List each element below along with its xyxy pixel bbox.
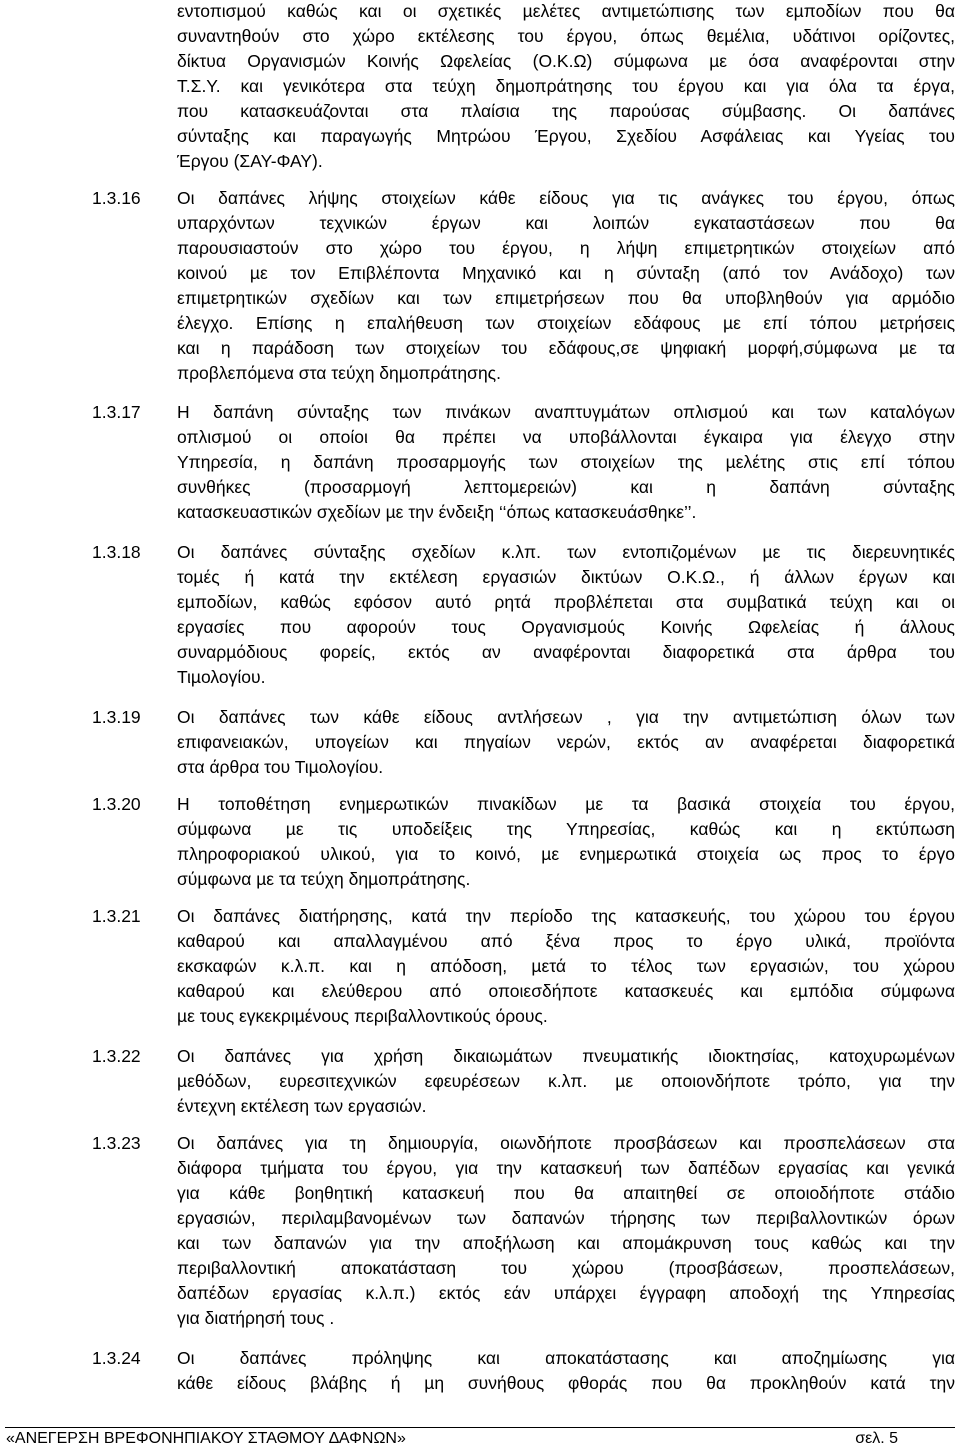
text-line: και η παράδοση των στοιχείων του εδάφους,σε ψηφιακή µορφή,σύµφωνα µε τα [177, 338, 955, 358]
text-line: συναρµόδιους φορείς, εκτός αν αναφέρονται διαφορετικά στα άρθρα του [177, 642, 955, 662]
text-line: Τ.Σ.Υ. και γενικότερα στα τεύχη δηµοπράτησης του έργου και για όλα τα έργα, [177, 76, 955, 96]
text-line: υπαρχόντων τεχνικών έργων και λοιπών εγκαταστάσεων που θα [177, 213, 955, 233]
section-text [177, 1044, 955, 1119]
text-line: και των δαπανών για την αποξήλωση και αποµάκρυνση τους καθώς και την [177, 1233, 955, 1253]
text-line: Οι δαπάνες για τη δηµιουργία, οιωνδήποτε προσβάσεων και προσπελάσεων στα [177, 1133, 955, 1153]
text-line: Τιµολογίου. [177, 667, 266, 687]
text-line: στα άρθρα του Τιµολογίου. [177, 757, 384, 777]
text-line: για διατήρησή τους . [177, 1308, 335, 1328]
text-line: δαπέδων εργασίας κ.λ.π.) εκτός εάν υπάρχει έγγραφη αποδοχή της Υπηρεσίας [177, 1283, 955, 1303]
text-line: έντεχνη εκτέλεση των εργασιών. [177, 1096, 427, 1116]
text-line: επιφανειακών, υπογείων και πηγαίων νερών, εκτός αν αναφέρεται διαφορετικά [177, 732, 955, 752]
text-line: προβλεπόµενα στα τεύχη δηµοπράτησης. [177, 363, 501, 383]
section-text [177, 904, 955, 1029]
text-line: συνθήκες (προσαρµογή λεπτοµερειών) και η δαπάνη σύνταξης [177, 477, 955, 497]
section-number: 1.3.16 [92, 188, 141, 208]
text-line: εµποδίων, καθώς εφόσον αυτό ρητά προβλέπεται στα συµβατικά τεύχη και οι [177, 592, 955, 612]
text-line: τοµές ή κατά την εκτέλεση εργασιών δικτύων Ο.Κ.Ω., ή άλλων έργων και [177, 567, 955, 587]
text-line: Οι δαπάνες σύνταξης σχεδίων κ.λπ. των εντοπιζοµένων µε τις διερευνητικές [177, 542, 955, 562]
text-line: έλεγχο. Επίσης η επαλήθευση των στοιχείων εδάφους µε επί τόπου µετρήσεις [177, 313, 955, 333]
section-text [177, 705, 955, 780]
text-line: µεθόδων, ευρεσιτεχνικών εφευρέσεων κ.λπ. µε οποιονδήποτε τρόπο, για την [177, 1071, 955, 1091]
section-1-3-20 [92, 792, 955, 892]
text-line: συναντηθούν στο χώρο εκτέλεσης του έργου, όπως θεµέλια, υδάτινοι ορίζοντες, [177, 26, 955, 46]
text-line: σύµφωνα µε τα τεύχη δηµοπράτησης. [177, 869, 471, 889]
text-line: δίκτυα Οργανισµών Κοινής Ωφελείας (Ο.Κ.Ω) σύµφωνα µε όσα αναφέρονται στην [177, 51, 955, 71]
section-1-3-16 [92, 186, 955, 386]
section-text [177, 1346, 955, 1396]
section-number: 1.3.20 [92, 794, 141, 814]
text-line: οπλισµού οι οποίοι θα πρέπει να υποβάλλονται έγκαιρα για έλεγχο στην [177, 427, 955, 447]
section-number: 1.3.19 [92, 707, 141, 727]
text-line: επιµετρητικών σχεδίων και των επιµετρήσεων που θα υποβληθούν για αρµόδιο [177, 288, 955, 308]
text-line: Οι δαπάνες λήψης στοιχείων κάθε είδους για τις ανάγκες του έργου, όπως [177, 188, 955, 208]
section-number: 1.3.23 [92, 1133, 141, 1153]
text-line: Η δαπάνη σύνταξης των πινάκων αναπτυγµάτων οπλισµού και των καταλόγων [177, 402, 955, 422]
text-line: εκσκαφών κ.λ.π. και η απόδοση, µετά το τέλος των εργασιών, του χώρου [177, 956, 955, 976]
section-1-3-18 [92, 540, 955, 690]
text-line: εργασίες που αφορούν τους Οργανισµούς Κοινής Ωφελείας ή άλλους [177, 617, 955, 637]
text-line: Υπηρεσία, η δαπάνη προσαρµογής των στοιχείων της µελέτης στις επί τόπου [177, 452, 955, 472]
text-line: κοινού µε τον Επιβλέποντα Μηχανικό και η σύνταξη (από τον Ανάδοχο) των [177, 263, 955, 283]
text-line: µε τους εγκεκριµένους περιβαλλοντικούς όρους. [177, 1006, 548, 1026]
section-1-3-22 [92, 1044, 955, 1119]
footer-page-number: σελ. 5 [855, 1430, 898, 1447]
text-line: καθαρού και απαλλαγµένου από ξένα προς το έργο υλικά, προϊόντα [177, 931, 955, 951]
footer-divider [5, 1427, 955, 1428]
text-line: καθαρού και ελεύθερου από οποιεσδήποτε κατασκευές και εµπόδια σύµφωνα [177, 981, 955, 1001]
section-1-3-24 [92, 1346, 955, 1396]
text-line: Οι δαπάνες για χρήση δικαιωµάτων πνευµατικής ιδιοκτησίας, κατοχυρωµένων [177, 1046, 955, 1066]
text-line: Η τοποθέτηση ενηµερωτικών πινακίδων µε τα βασικά στοιχεία του έργου, [177, 794, 955, 814]
text-line: Οι δαπάνες διατήρησης, κατά την περίοδο της κατασκευής, του χώρου του έργου [177, 906, 955, 926]
text-line: κατασκευαστικών σχεδίων µε την ένδειξη ‘‘όπως κατασκευάσθηκε’’. [177, 502, 697, 522]
text-line: που κατασκευάζονται στα πλαίσια της παρούσας σύµβασης. Οι δαπάνες [177, 101, 955, 121]
section-1-3-21 [92, 904, 955, 1029]
section-number: 1.3.24 [92, 1348, 141, 1368]
text-line: σύνταξης και παραγωγής Μητρώου Έργου, Σχεδίου Ασφάλειας και Υγείας του [177, 126, 955, 146]
section-1-3-23 [92, 1131, 955, 1331]
text-line: εντοπισµού καθώς και οι σχετικές µελέτες αντιµετώπισης των εµποδίων που θα [177, 1, 955, 21]
text-line: Οι δαπάνες πρόληψης και αποκατάστασης και αποζηµίωσης για [177, 1348, 955, 1368]
section-text [177, 540, 955, 690]
text-line: περιβαλλοντική αποκατάσταση του χώρου (προσβάσεων, προσπελάσεων, [177, 1258, 955, 1278]
text-line: πληροφοριακού υλικού, για το κοινό, µε ενηµερωτικά στοιχεία ως προς το έργο [177, 844, 955, 864]
footer-project-title: «ΑΝΕΓΕΡΣΗ ΒΡΕΦΟΝΗΠΙΑΚΟΥ ΣΤΑΘΜΟΥ ∆ΑΦΝΩΝ» [6, 1430, 406, 1447]
section-number: 1.3.18 [92, 542, 141, 562]
section-1-3-19 [92, 705, 955, 780]
section-text [177, 1131, 955, 1331]
section-number: 1.3.21 [92, 906, 141, 926]
section-number: 1.3.22 [92, 1046, 141, 1066]
section-text [177, 792, 955, 892]
text-line: σύµφωνα µε τις υποδείξεις της Υπηρεσίας, καθώς και η εκτύπωση [177, 819, 955, 839]
text-line: κάθε είδους βλάβης ή µη συνήθους φθοράς που θα προκληθούν κατά την [177, 1373, 955, 1393]
section-text [177, 400, 955, 525]
section-1-3-17 [92, 400, 955, 525]
intro-paragraph [177, 0, 955, 174]
text-line: εργασιών, περιλαµβανοµένων των δαπανών τήρησης των περιβαλλοντικών όρων [177, 1208, 955, 1228]
text-line: για κάθε βοηθητική κατασκευή που θα απαιτηθεί σε οποιοδήποτε στάδιο [177, 1183, 955, 1203]
section-number: 1.3.17 [92, 402, 141, 422]
section-text [177, 186, 955, 386]
text-line: Οι δαπάνες των κάθε είδους αντλήσεων , για την αντιµετώπιση όλων των [177, 707, 955, 727]
text-line: Έργου (ΣΑΥ-ΦΑΥ). [177, 151, 323, 171]
text-line: παρουσιαστούν στο χώρο του έργου, η λήψη επιµετρητικών στοιχείων από [177, 238, 955, 258]
text-line: διάφορα τµήµατα του έργου, για την κατασκευή των δαπέδων εργασίας και γενικά [177, 1158, 955, 1178]
